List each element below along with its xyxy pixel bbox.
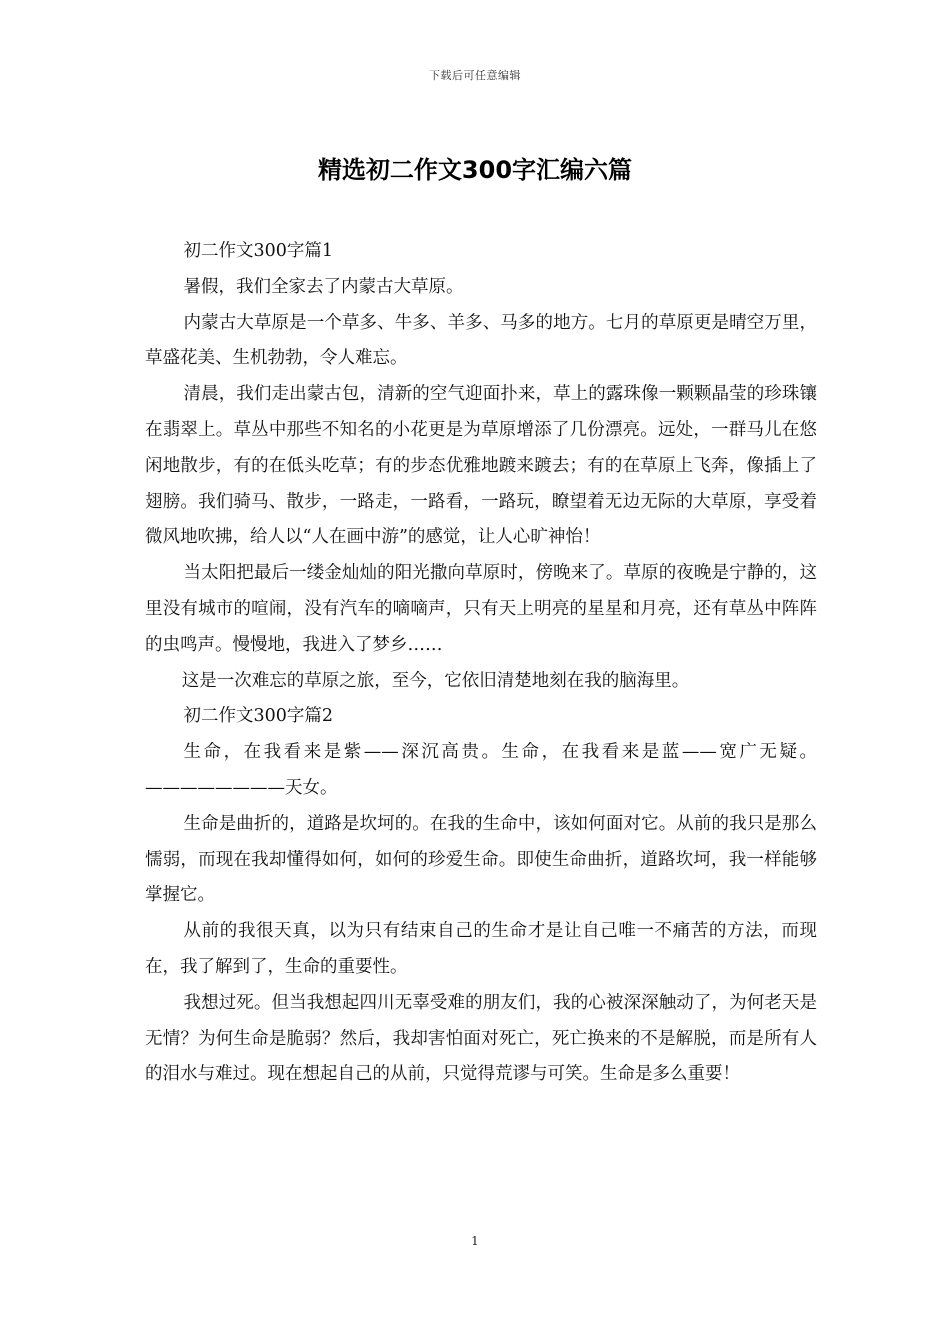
paragraph: 当太阳把最后一缕金灿灿的阳光撒向草原时，傍晚来了。草原的夜晚是宁静的，这里没有城市的喧闹，没有汽车的嘀嘀声，只有天上明亮的星星和月亮，还有草丛中阵阵的虫鸣声。慢慢地，我进入了梦乡…… bbox=[145, 563, 817, 655]
paragraph: 清晨，我们走出蒙古包，清新的空气迎面扑来，草上的露珠像一颗颗晶莹的珍珠镶在翡翠上。草丛中那些不知名的小花更是为草原增添了几份漂亮。远处，一群马儿在悠闲地散步，有的在低头吃草；有的步态优雅地踱来踱去；有的在草原上飞奔，像插上了翅膀。我们骑马、散步，一路走，一路看，一路玩，瞭望着无边无际的大草原，享受着微风地吹拂，给人以“人在画中游”的感觉，让人心旷神怡！ bbox=[145, 384, 817, 548]
section-heading-1: 初二作文300字篇1 bbox=[183, 241, 334, 261]
paragraph: 从前的我很天真，以为只有结束自己的生命才是让自己唯一不痛苦的方法，而现在，我了解到了，生命的重要性。 bbox=[145, 921, 817, 977]
document-title: 精选初二作文300字汇编六篇 bbox=[317, 156, 633, 184]
paragraph: 我想过死。但当我想起四川无辜受难的朋友们，我的心被深深触动了，为何老天是无情？为何生命是脆弱？然后，我却害怕面对死亡，死亡换来的不是解脱，而是所有人的泪水与难过。现在想起自己的从前，只觉得荒谬与可笑。生命是多么重要！ bbox=[145, 992, 817, 1085]
paragraph: 生命，在我看来是紫——深沉高贵。生命，在我看来是蓝——宽广无疑。————————天女。 bbox=[145, 742, 817, 798]
document-body bbox=[145, 234, 817, 1093]
paragraph: 生命是曲折的，道路是坎坷的。在我的生命中，该如何面对它。从前的我只是那么懦弱，而现在我却懂得如何，如何的珍爱生命。即使生命曲折，道路坎坷，我一样能够掌握它。 bbox=[145, 813, 817, 906]
section-heading-2: 初二作文300字篇2 bbox=[183, 706, 334, 727]
page-number: 1 bbox=[471, 1234, 479, 1248]
paragraph: 内蒙古大草原是一个草多、牛多、羊多、马多的地方。七月的草原更是晴空万里，草盛花美、生机勃勃，令人难忘。 bbox=[145, 312, 817, 369]
header-note: 下载后可任意编辑 bbox=[429, 69, 521, 82]
paragraph: 这是一次难忘的草原之旅，至今，它依旧清楚地刻在我的脑海里。 bbox=[181, 670, 690, 691]
paragraph: 暑假，我们全家去了内蒙古大草原。 bbox=[183, 276, 464, 297]
